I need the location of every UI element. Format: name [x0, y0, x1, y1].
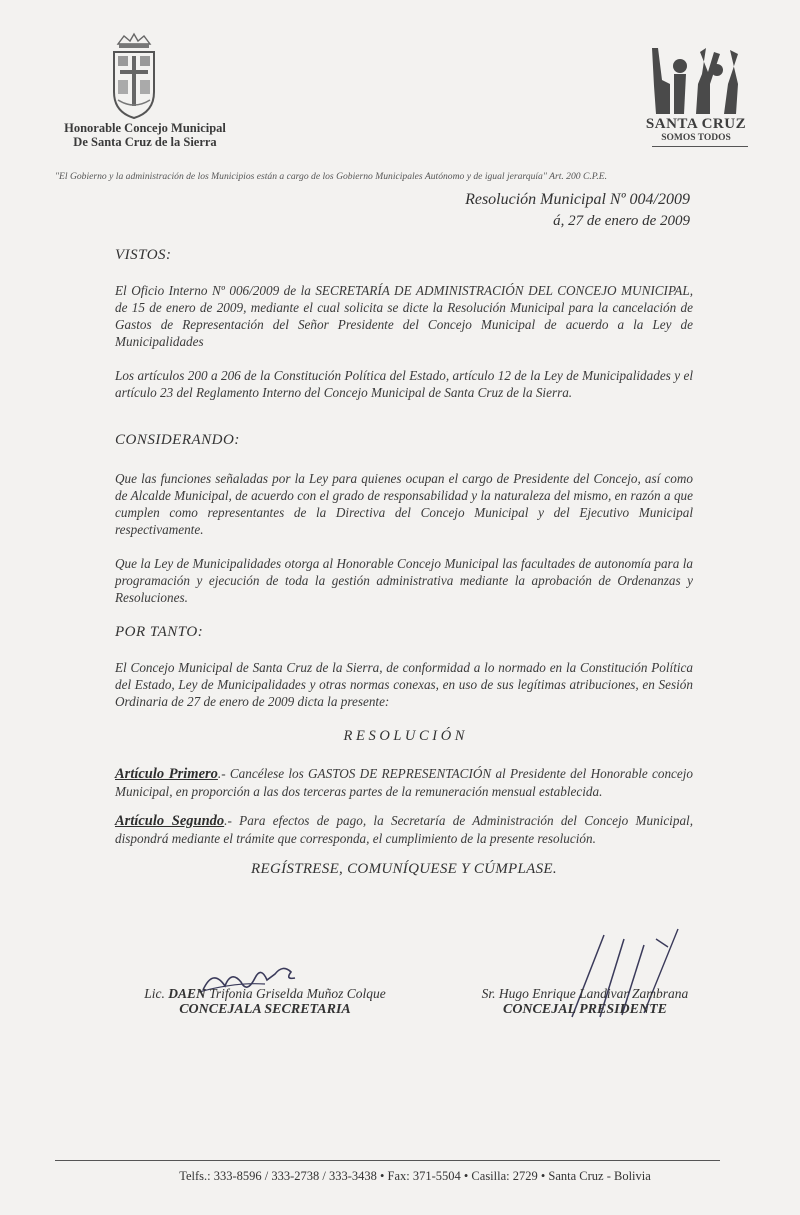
coat-of-arms-icon — [108, 30, 160, 122]
vistos-paragraph-2: Los artículos 200 a 206 de la Constitución Política del Estado, artículo 12 de la Ley de Municipalidades y el artículo 23 del Reglamento Interno del Concejo Municipal de Santa Cruz de la Sierra. — [115, 368, 693, 400]
org-line-1: Honorable Concejo Municipal — [64, 121, 226, 135]
left-signer-rest: Trifonia Griselda Muñoz Colque — [205, 986, 386, 1001]
right-signer-title: CONCEJAL PRESIDENTE — [502, 1002, 667, 1017]
right-signer-name: Sr. Hugo Enrique Landivar Zambrana — [481, 986, 689, 1001]
vistos-heading: VISTOS: — [115, 247, 172, 263]
considerando-heading: CONSIDERANDO: — [115, 432, 240, 448]
resolucion-heading: R E S O L U C I Ó N — [343, 728, 465, 744]
articulo-segundo — [115, 812, 693, 847]
articulo-segundo-text: .- Para efectos de pago, la Secretaría de Administración del Concejo Municipal, dispondrá mediante el trámite que corresponda, el cumplimiento de la presente resolución. — [115, 813, 693, 846]
logo-line-2: SOMOS TODOS — [661, 133, 731, 143]
org-name — [40, 121, 250, 149]
santa-cruz-logo-icon — [640, 44, 750, 122]
footer-rule — [55, 1160, 720, 1161]
left-signer-name — [110, 986, 420, 1002]
logo-line-1: SANTA CRUZ — [645, 116, 747, 132]
portanto-paragraph: El Concejo Municipal de Santa Cruz de la Sierra, de conformidad a lo normado en la Constitución Política del Estado, Ley de Municipalidades y otras normas conexas, en uso de sus legítimas atribuciones, en Sesión Ordinaria de 27 de enero de 2009 dicta la presente: — [115, 660, 693, 709]
left-signer-prefix: Lic. — [144, 986, 169, 1001]
considerando-paragraph-1: Que las funciones señaladas por la Ley para quienes ocupan el cargo de Presidente del Concejo, así como de Alcalde Municipal, de acuerdo con el grado de responsabilidad y la naturaleza del mismo, en razón a que cumplen como representantes de la Directiva del Concejo Municipal y del Ejecutivo Municipal respectivamente. — [115, 471, 693, 537]
resolution-number: Resolución Municipal Nº 004/2009 — [465, 191, 690, 208]
articulo-primero — [115, 765, 693, 800]
footer-contact: Telfs.: 333-8596 / 333-2738 / 333-3438 • Fax: 371-5504 • Casilla: 2729 • Santa Cruz - Bolivia — [179, 1169, 651, 1183]
left-signer-degree: DAEN — [168, 986, 206, 1001]
constitution-quote: "El Gobierno y la administración de los Municipios están a cargo de los Gobierno Municipales Autónomo y de igual jerarquía" Art. 200 C.P.E. — [55, 171, 608, 182]
org-line-2: De Santa Cruz de la Sierra — [73, 135, 217, 149]
logo-underline — [652, 146, 748, 147]
articulo-segundo-title: Artículo Segundo — [115, 813, 225, 829]
closing-statement: REGÍSTRESE, COMUNÍQUESE Y CÚMPLASE. — [251, 861, 557, 877]
considerando-paragraph-2: Que la Ley de Municipalidades otorga al Honorable Concejo Municipal las facultades de autonomía para la programación y ejecución de toda la gestión administrativa mediante la aprobación de Ordenanzas y Resoluciones. — [115, 556, 693, 605]
articulo-primero-title: Artículo Primero — [115, 766, 218, 782]
portanto-heading: POR TANTO: — [115, 624, 204, 640]
vistos-paragraph-1: El Oficio Interno Nº 006/2009 de la SECRETARÍA DE ADMINISTRACIÓN DEL CONCEJO MUNICIPAL, de 15 de enero de 2009, mediante el cual solicita se dicte la Resolución Municipal para la cancelación de Gastos de Representación del Señor Presidente del Concejo Municipal de acuerdo a la Ley de Municipalidades — [115, 283, 693, 349]
articulo-primero-text: .- Cancélese los GASTOS DE REPRESENTACIÓN al Presidente del Honorable concejo Municipal, en proporción a las dos terceras partes de la remuneración mensual establecida. — [115, 766, 693, 799]
left-signer-title: CONCEJALA SECRETARIA — [179, 1002, 351, 1017]
resolution-date: á, 27 de enero de 2009 — [553, 213, 690, 229]
